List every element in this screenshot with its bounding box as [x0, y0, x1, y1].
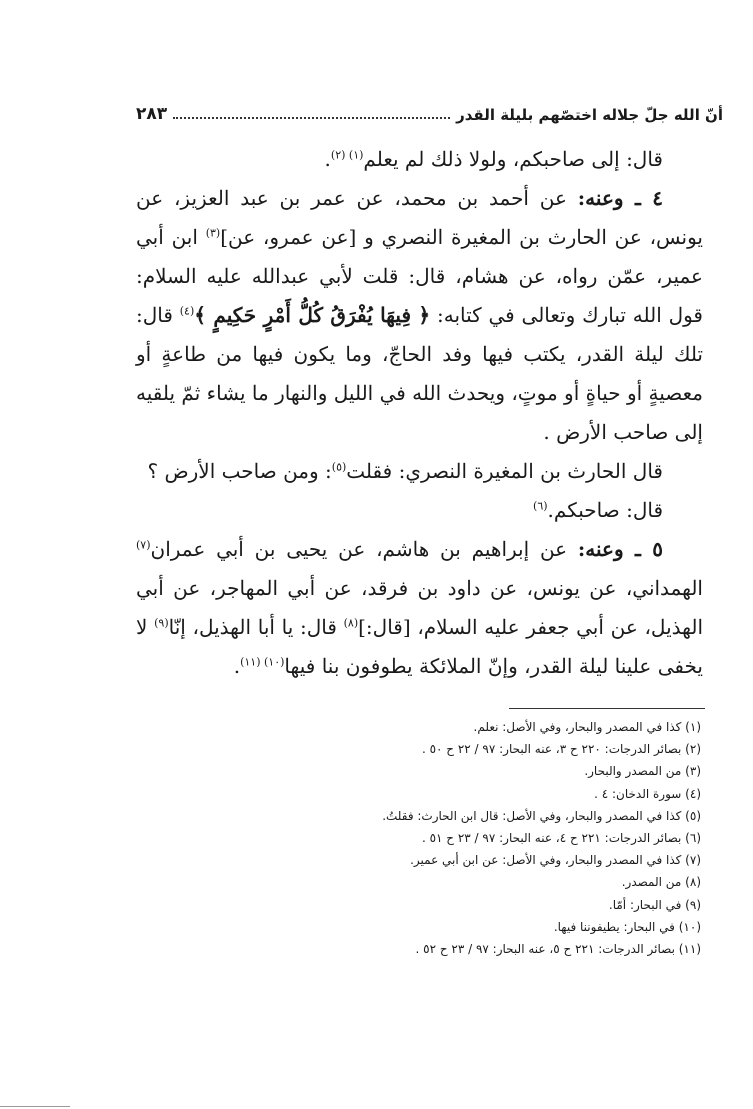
- footnote: (٥) كذا في المصدر والبحار، وفي الأصل: قال ابن الحارث: فقلتُ.: [382, 808, 701, 823]
- paragraph: قال: إلى صاحبكم، ولولا ذلك لم يعلم$^{(١) (٢)}$.: [324, 147, 663, 171]
- text-run: عن إبراهيم بن هاشم، عن يحيى بن أبي عمران: [150, 537, 578, 561]
- text-run: قال: إلى صاحبكم، ولولا ذلك لم يعلم: [363, 147, 663, 171]
- text-run: لا يخفى علينا ليلة القدر، وإنّ الملائكة يطوفون بنا فيها: [136, 615, 703, 678]
- footnotes: [136, 716, 701, 960]
- footnote-ref: (٤): [179, 304, 195, 318]
- footnote-ref: (٦): [533, 499, 548, 513]
- footnote-ref: (١) (٢): [330, 148, 364, 162]
- footnote-separator: [509, 708, 705, 709]
- footnote-ref: (٨): [343, 616, 359, 630]
- footnote-ref: (٥): [331, 460, 347, 474]
- text-run: قال: تلك ليلة القدر، يكتب فيها وفد الحاجّ، وما يكون فيها من طاعةٍ أو معصيةٍ أو حياةٍ أو موتٍ، ويحدث الله في الليل والنهار ما يشاء ثمّ يلقيه إلى صاحب الأرض .: [136, 303, 703, 444]
- footnote-ref: (١٠) (١١): [240, 655, 285, 669]
- hadith-label: ٤ ـ وعنه:: [577, 186, 663, 210]
- paragraph: [136, 491, 703, 530]
- footnote-ref: (٣): [205, 226, 221, 240]
- text-run: قال: يا أبا الهذيل، إنّا: [168, 615, 344, 639]
- footnote: (١) كذا في المصدر والبحار، وفي الأصل: نعلم.: [473, 720, 701, 734]
- text-run: قال: صاحبكم.: [547, 498, 663, 522]
- footnote: (٢) بصائر الدرجات: ٢٢٠ ح ٣، عنه البحار: ٩٧ / ٢٢ ح ٥٠ .: [421, 742, 701, 757]
- footnote: (٧) كذا في المصدر والبحار، وفي الأصل: عن ابن أبي عمير.: [410, 853, 701, 868]
- footnote-ref: (٩): [154, 616, 169, 630]
- footnote: (٨) من المصدر.: [621, 875, 701, 890]
- page-number: ٢٨٣: [136, 104, 168, 124]
- footnote: (٦) بصائر الدرجات: ٢٢١ ح ٤، عنه البحار: ٩٧ / ٢٣ ح ٥١ .: [421, 831, 701, 846]
- leader-dots: [173, 116, 450, 119]
- running-title: أنّ الله جلّ جلاله اختصّهم بليلة القدر: [456, 106, 723, 124]
- footnote: (٩) في البحار: أمّا.: [608, 897, 701, 912]
- page-edge-line: [0, 1106, 70, 1107]
- text-run: عن أحمد بن محمد، عن عمر بن عبد العزيز، عن يونس، عن الحارث بن المغيرة النصري و [عن عمرو، عن]: [136, 186, 704, 249]
- running-header: [136, 94, 723, 124]
- text-run: قال الحارث بن المغيرة النصري: فقلت: [346, 459, 663, 483]
- footnote: (٤) سورة الدخان: ٤ .: [594, 786, 701, 801]
- text-run: الهمداني، عن يونس، عن داود بن فرقد، عن أبي المهاجر، عن أبي الهذيل، عن أبي جعفر عليه السلام، [قال:]: [136, 576, 704, 639]
- text-run: : ومن صاحب الأرض ؟: [147, 459, 332, 483]
- text-run: ابن أبي عمير، عمّن رواه، عن هشام، قال: قلت لأبي عبدالله عليه السلام: قول الله تبارك وتعالى في كتابه:: [136, 225, 703, 327]
- main-text: [136, 140, 703, 686]
- paragraph: [136, 530, 703, 686]
- footnote: (١٠) في البحار: يطيفوننا فيها.: [553, 919, 701, 934]
- footnote: (٣) من المصدر والبحار.: [584, 764, 701, 779]
- text-run: .: [233, 654, 241, 678]
- paragraph: [136, 452, 703, 491]
- footnote-ref: (٧): [136, 538, 151, 552]
- quran-verse: ﴿ فِيهَا يُفْرَقُ كُلُّ أَمْرٍ حَكِيمٍ ﴾: [194, 303, 431, 327]
- hadith-label: ٥ ـ وعنه:: [577, 537, 663, 561]
- paragraph: [136, 179, 703, 452]
- footnote: (١١) بصائر الدرجات: ٢٢١ ح ٥، عنه البحار: ٩٧ / ٢٣ ح ٥٢ .: [415, 942, 701, 957]
